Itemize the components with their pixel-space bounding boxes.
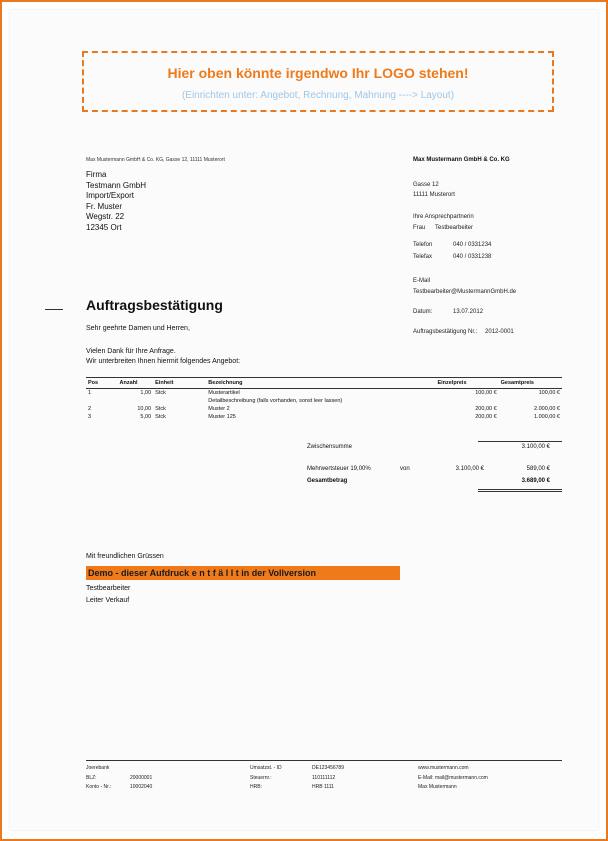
cell-pos: 2 (88, 406, 92, 412)
order-number-row (413, 329, 514, 335)
footer-konto-label: Konto - Nr.: (86, 784, 112, 790)
contact-row (413, 225, 473, 231)
footer-steuer-value: 110111112 (312, 774, 336, 781)
contact-label: Ihre Ansprechpartnerin (413, 214, 474, 220)
cell-desc: Muster 125 (208, 414, 236, 420)
footer-bank (86, 764, 152, 793)
cell-unit: Stck (155, 414, 166, 420)
document-title: Auftragsbestätigung (86, 297, 223, 313)
phone-row (413, 242, 491, 248)
thanks-text: Vielen Dank für Ihre Anfrage. (86, 348, 176, 355)
recipient-line: Import/Export (86, 191, 135, 200)
date-value: 13.07.2012 (453, 309, 484, 315)
cell-total: 100,00 € (538, 390, 560, 396)
footer-konto-row (86, 783, 152, 793)
cell-qty: 10,00 (137, 406, 152, 412)
demo-banner: Demo - dieser Aufdruck e n t f ä l l t in der Vollversion (86, 566, 400, 580)
cell-desc: Musterartikel (208, 390, 240, 396)
intro-text: Wir unterbreiten Ihnen hiermit folgendes Angebot: (86, 358, 241, 365)
footer-blz-value: 20000001 (130, 774, 153, 781)
header-unit: Einheit (153, 378, 206, 389)
date-label: Datum: (413, 309, 433, 315)
footer-ust-value: DE123456789 (312, 765, 344, 771)
footer-hrb-label: HRB: (250, 784, 262, 790)
company-city: 11111 Musterort (413, 192, 455, 198)
cell-pos (86, 397, 118, 405)
subtotal-value: 3.100,00 € (521, 444, 550, 450)
cell-qty: 5,00 (140, 414, 152, 420)
cell-unit: Stck (155, 390, 166, 396)
email-label: E-Mail (413, 278, 431, 284)
footer-steuer-label: Steuernr.: (250, 774, 272, 781)
footer-hrb-value: HRB 1111 (312, 784, 334, 790)
table-row (86, 397, 562, 405)
order-number-value: 2012-0001 (485, 329, 514, 335)
footer-ust-row (250, 764, 344, 774)
cell-desc: Detailbeschreibung (falls vorhanden, sonst leer lassen) (208, 398, 343, 404)
table-row (86, 405, 562, 413)
table-row (86, 413, 562, 421)
cell-qty (118, 397, 154, 405)
recipient-address (86, 170, 146, 233)
footer-person: Max Mustermann (418, 784, 457, 790)
email-value: Testbearbeiter@MustermannGmbH.de (413, 289, 517, 295)
footer-contact (418, 764, 488, 793)
fax-row (413, 254, 491, 260)
closing-greeting: Mit freundlichen Grüssen (86, 553, 164, 560)
signer-role: Leiter Verkauf (86, 597, 130, 604)
company-name: Max Mustermann GmbH & Co. KG (413, 157, 510, 163)
table-row (86, 389, 562, 398)
cell-desc: Muster 2 (208, 406, 230, 412)
cell-pos: 1 (88, 390, 92, 396)
total-value: 3.689,00 € (521, 478, 550, 484)
recipient-line: 12345 Ort (86, 222, 122, 232)
footer-email-value: mail@mustermann.com (434, 774, 488, 781)
cell-total: 1.000,00 € (534, 414, 560, 420)
recipient-line: Wegstr. 22 (86, 212, 125, 221)
items-table (86, 377, 562, 421)
total-rule-2 (478, 491, 562, 492)
sender-return-line: Max Mustermann GmbH & Co. KG, Gasse 12, 11111 Musterort (86, 157, 225, 163)
recipient-line: Fr. Muster (86, 201, 123, 211)
logo-headline: Hier oben könnte irgendwo Ihr LOGO stehen! (167, 65, 469, 81)
table-header-row (86, 378, 562, 389)
footer-hrb-row (250, 783, 344, 793)
phone-label: Telefon (413, 242, 433, 248)
recipient-line: Firma (86, 170, 107, 179)
header-pos: Pos (86, 378, 118, 389)
salutation: Sehr geehrte Damen und Herren, (86, 325, 190, 332)
date-row (413, 309, 483, 315)
header-total: Gesamtpreis (499, 378, 562, 389)
signer-name: Testbearbeiter (86, 585, 131, 592)
subtotal-rule (478, 441, 562, 442)
vat-value: 589,00 € (526, 466, 550, 472)
vat-label: Mehrwertsteuer 19,00% (307, 466, 371, 472)
cell-unit-price: 100,00 € (475, 390, 497, 396)
cell-total: 2.000,00 € (534, 406, 560, 412)
fax-value: 040 / 0331238 (453, 254, 492, 260)
recipient-line: Testmann GmbH (86, 180, 147, 190)
footer-email-row (418, 774, 488, 784)
footer-ust-label: Umsatzst. - ID (250, 765, 282, 771)
header-qty: Anzahl (118, 378, 154, 389)
footer-tax (250, 764, 344, 793)
cell-unit (153, 397, 206, 405)
cell-unit-price: 200,00 € (475, 406, 497, 412)
total-rule-1 (478, 489, 562, 490)
subtotal-label: Zwischensumme (307, 444, 353, 450)
footer-bank-name: Joerebank (86, 765, 110, 771)
cell-pos: 3 (88, 414, 92, 420)
footer-web: www.mustermann.com (418, 765, 469, 771)
cell-unit-price: 200,00 € (475, 414, 497, 420)
header-unit-price: Einzelpreis (435, 378, 498, 389)
footer-blz-label: BLZ: (86, 774, 97, 781)
footer-rule (86, 760, 562, 761)
logo-placeholder (82, 51, 554, 112)
company-street: Gasse 12 (413, 182, 439, 188)
contact-name: Testbearbeiter (435, 225, 474, 231)
footer-blz-row (86, 774, 152, 784)
vat-of: von (400, 466, 410, 472)
order-number-label: Auftragsbestätigung Nr.: (413, 329, 478, 335)
cell-qty: 1,00 (140, 390, 152, 396)
contact-salutation: Frau (413, 225, 426, 231)
footer-konto-value: 10002040 (130, 784, 153, 790)
phone-value: 040 / 0331234 (453, 242, 492, 248)
cell-total (499, 397, 562, 405)
total-label: Gesamtbetrag (307, 478, 348, 484)
vat-base: 3.100,00 € (455, 466, 484, 472)
header-desc: Bezeichnung (206, 378, 435, 389)
cell-unit: Stck (155, 406, 166, 412)
logo-subline: (Einrichten unter: Angebot, Rechnung, Mahnung ----> Layout) (181, 90, 455, 101)
fold-mark (45, 309, 63, 310)
fax-label: Telefax (413, 254, 433, 260)
cell-unit-price (435, 397, 498, 405)
footer-steuer-row (250, 774, 344, 784)
footer-email-label: E-Mail: (418, 774, 434, 781)
